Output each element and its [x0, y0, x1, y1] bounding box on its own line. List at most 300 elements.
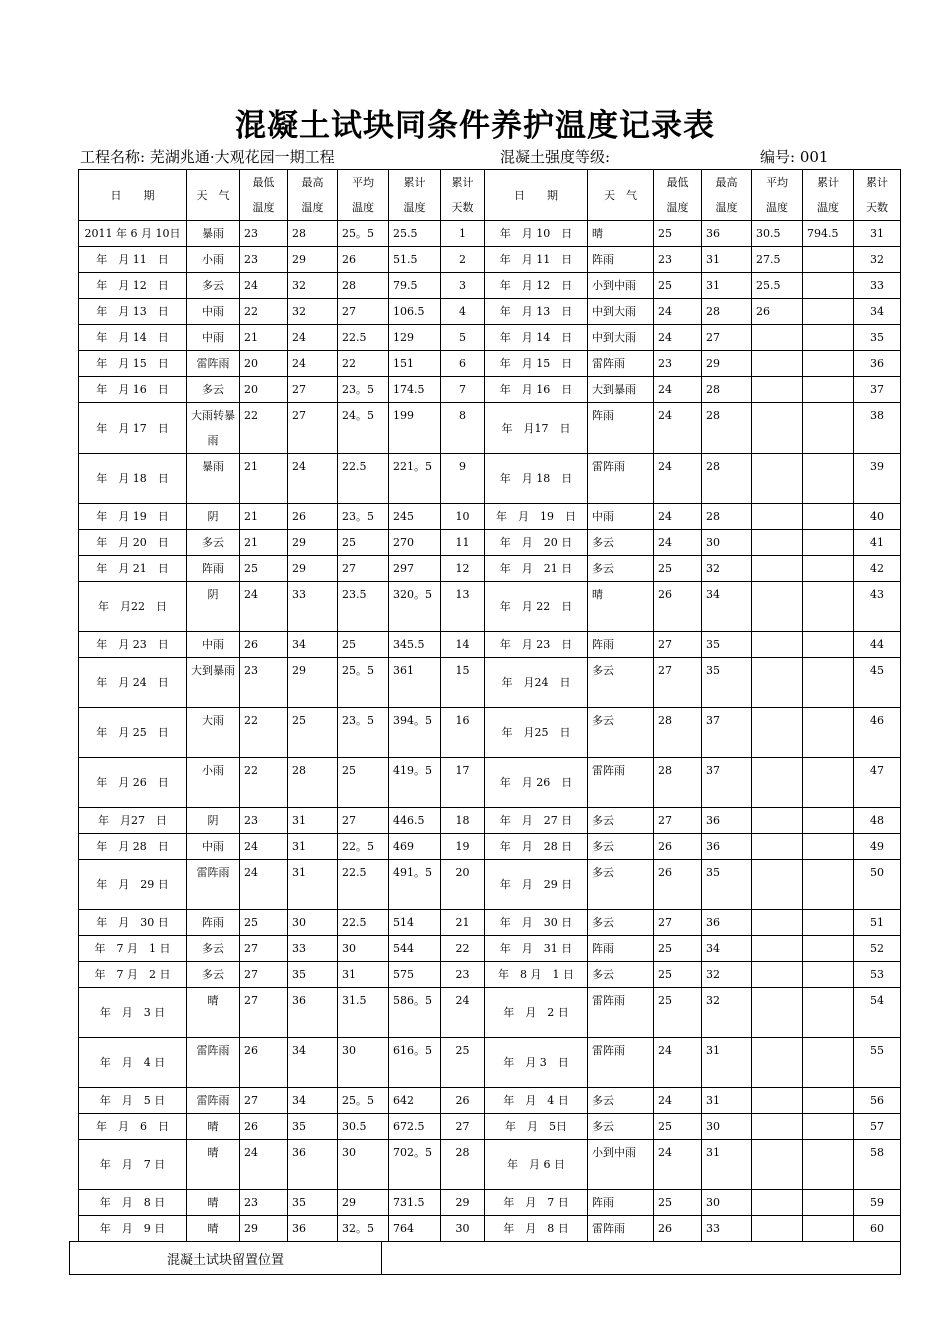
table-row: [79, 808, 901, 834]
right-weather-cell: 小到中雨: [588, 1140, 654, 1190]
left-max-cell: 29: [288, 658, 338, 708]
left-avg-cell: 22.5: [338, 910, 389, 936]
right-min-cell: 26: [654, 1216, 702, 1242]
left-min-cell: 26: [240, 1038, 288, 1088]
right-weather-cell: 小到中雨: [588, 273, 654, 299]
left-avg-cell: 25: [338, 530, 389, 556]
right-cum-cell: [803, 556, 854, 582]
right-date-cell: 年 月 8 日: [485, 1216, 588, 1242]
right-weather-cell: 中到大雨: [588, 299, 654, 325]
left-max-cell: 35: [288, 1114, 338, 1140]
left-weather-cell: 晴: [187, 1140, 240, 1190]
left-min-cell: 21: [240, 454, 288, 504]
right-weather-cell: 阵雨: [588, 632, 654, 658]
left-max-cell: 31: [288, 860, 338, 910]
table-row: [79, 530, 901, 556]
left-date-cell: 年 7 月 1 日: [79, 936, 187, 962]
right-weather-cell: 大到暴雨: [588, 377, 654, 403]
right-days-cell: 57: [854, 1114, 901, 1140]
right-days-cell: 59: [854, 1190, 901, 1216]
left-cum-cell: 672.5: [389, 1114, 441, 1140]
right-weather-cell: 中雨: [588, 504, 654, 530]
left-cum-cell: 514: [389, 910, 441, 936]
right-cum-cell: [803, 1140, 854, 1190]
right-max-cell: 35: [702, 632, 752, 658]
left-min-cell: 27: [240, 988, 288, 1038]
right-days-cell: 53: [854, 962, 901, 988]
right-date-cell: 年 月 19 日: [485, 504, 588, 530]
right-weather-cell: 阵雨: [588, 936, 654, 962]
right-cum-cell: [803, 1216, 854, 1242]
right-max-cell: 28: [702, 504, 752, 530]
left-weather-cell: 小雨: [187, 247, 240, 273]
right-max-cell: 36: [702, 910, 752, 936]
right-min-cell: 24: [654, 1088, 702, 1114]
right-max-cell: 36: [702, 834, 752, 860]
right-max-cell: 31: [702, 1038, 752, 1088]
left-date-cell: 年 7 月 2 日: [79, 962, 187, 988]
left-cum-cell: 245: [389, 504, 441, 530]
right-date-cell: 年 月 30 日: [485, 910, 588, 936]
right-min-cell: 25: [654, 1114, 702, 1140]
left-weather-cell: 中雨: [187, 834, 240, 860]
right-date-cell: 年 月 6 日: [485, 1140, 588, 1190]
left-weather-cell: 多云: [187, 530, 240, 556]
left-weather-cell: 多云: [187, 273, 240, 299]
right-max-cell: 28: [702, 403, 752, 454]
left-max-cell: 36: [288, 1140, 338, 1190]
concrete-strength-grade: 混凝土强度等级:: [500, 148, 611, 166]
left-cum-cell: 320。5: [389, 582, 441, 632]
left-avg-cell: 30: [338, 1140, 389, 1190]
right-max-cell: 31: [702, 273, 752, 299]
left-avg-cell: 22.5: [338, 325, 389, 351]
right-min-cell: 25: [654, 962, 702, 988]
left-max-cell: 27: [288, 403, 338, 454]
left-days-cell: 1: [441, 221, 485, 247]
right-cum-cell: [803, 1114, 854, 1140]
left-days-cell: 21: [441, 910, 485, 936]
left-weather-cell: 阴: [187, 582, 240, 632]
right-date-cell: 年 月 27 日: [485, 808, 588, 834]
right-days-cell: 50: [854, 860, 901, 910]
right-min-cell: 23: [654, 351, 702, 377]
right-max-cell: 30: [702, 1114, 752, 1140]
left-days-cell: 5: [441, 325, 485, 351]
right-max-cell: 28: [702, 454, 752, 504]
left-max-cell: 35: [288, 1190, 338, 1216]
right-min-cell: 24: [654, 299, 702, 325]
left-date-cell: 年 月 29 日: [79, 860, 187, 910]
left-cum-cell: 544: [389, 936, 441, 962]
left-avg-cell: 27: [338, 556, 389, 582]
right-days-cell: 48: [854, 808, 901, 834]
col-header-cum-temp: 累计 温度: [389, 170, 441, 221]
left-min-cell: 29: [240, 1216, 288, 1242]
right-weather-cell: 雷阵雨: [588, 1216, 654, 1242]
right-weather-cell: 多云: [588, 708, 654, 758]
table-row: [79, 834, 901, 860]
right-avg-cell: [752, 351, 803, 377]
table-row: [79, 273, 901, 299]
left-days-cell: 14: [441, 632, 485, 658]
right-cum-cell: [803, 808, 854, 834]
right-days-cell: 55: [854, 1038, 901, 1088]
left-days-cell: 9: [441, 454, 485, 504]
right-max-cell: 34: [702, 936, 752, 962]
right-max-cell: 28: [702, 299, 752, 325]
left-min-cell: 20: [240, 377, 288, 403]
left-avg-cell: 29: [338, 1190, 389, 1216]
left-max-cell: 36: [288, 988, 338, 1038]
left-avg-cell: 25: [338, 632, 389, 658]
right-max-cell: 32: [702, 962, 752, 988]
right-date-cell: 年 月 13 日: [485, 299, 588, 325]
right-cum-cell: [803, 325, 854, 351]
left-cum-cell: 575: [389, 962, 441, 988]
left-date-cell: 年 月 16 日: [79, 377, 187, 403]
left-days-cell: 23: [441, 962, 485, 988]
left-max-cell: 31: [288, 834, 338, 860]
right-avg-cell: [752, 962, 803, 988]
right-days-cell: 52: [854, 936, 901, 962]
left-avg-cell: 30: [338, 1038, 389, 1088]
left-days-cell: 17: [441, 758, 485, 808]
right-date-cell: 年 月 23 日: [485, 632, 588, 658]
right-days-cell: 46: [854, 708, 901, 758]
table-row: [79, 454, 901, 504]
left-date-cell: 年 月27 日: [79, 808, 187, 834]
col-header-max-temp: 最高 温度: [702, 170, 752, 221]
right-cum-cell: [803, 504, 854, 530]
left-date-cell: 年 月 12 日: [79, 273, 187, 299]
right-days-cell: 43: [854, 582, 901, 632]
right-weather-cell: 晴: [588, 221, 654, 247]
right-min-cell: 26: [654, 860, 702, 910]
col-header-avg-temp: 平均 温度: [752, 170, 803, 221]
col-header-cum-days: 累计 天数: [854, 170, 901, 221]
right-date-cell: 年 月17 日: [485, 403, 588, 454]
left-days-cell: 27: [441, 1114, 485, 1140]
right-max-cell: 30: [702, 1190, 752, 1216]
table-row: [79, 962, 901, 988]
left-avg-cell: 25: [338, 758, 389, 808]
right-avg-cell: 30.5: [752, 221, 803, 247]
left-days-cell: 7: [441, 377, 485, 403]
left-avg-cell: 26: [338, 247, 389, 273]
specimen-location-table: [69, 1241, 901, 1275]
right-min-cell: 24: [654, 504, 702, 530]
right-min-cell: 24: [654, 1140, 702, 1190]
left-max-cell: 34: [288, 1088, 338, 1114]
left-min-cell: 22: [240, 758, 288, 808]
table-row: [79, 1114, 901, 1140]
right-weather-cell: 多云: [588, 910, 654, 936]
table-row: [79, 299, 901, 325]
left-days-cell: 6: [441, 351, 485, 377]
left-weather-cell: 阵雨: [187, 556, 240, 582]
left-cum-cell: 106.5: [389, 299, 441, 325]
right-weather-cell: 多云: [588, 860, 654, 910]
right-cum-cell: [803, 860, 854, 910]
left-weather-cell: 雷阵雨: [187, 1088, 240, 1114]
right-days-cell: 32: [854, 247, 901, 273]
left-date-cell: 年 月 8 日: [79, 1190, 187, 1216]
col-header-cum-temp: 累计 温度: [803, 170, 854, 221]
left-max-cell: 34: [288, 632, 338, 658]
left-days-cell: 25: [441, 1038, 485, 1088]
right-avg-cell: [752, 808, 803, 834]
right-days-cell: 38: [854, 403, 901, 454]
right-date-cell: 年 月 5日: [485, 1114, 588, 1140]
table-row: [79, 556, 901, 582]
left-min-cell: 22: [240, 403, 288, 454]
right-cum-cell: [803, 708, 854, 758]
left-weather-cell: 大雨转暴雨: [187, 403, 240, 454]
right-max-cell: 37: [702, 708, 752, 758]
left-min-cell: 20: [240, 351, 288, 377]
right-date-cell: 年 月 2 日: [485, 988, 588, 1038]
left-date-cell: 年 月 11 日: [79, 247, 187, 273]
right-avg-cell: [752, 1114, 803, 1140]
left-min-cell: 24: [240, 582, 288, 632]
left-max-cell: 32: [288, 299, 338, 325]
col-header-max-temp: 最高 温度: [288, 170, 338, 221]
left-cum-cell: 361: [389, 658, 441, 708]
left-date-cell: 年 月 20 日: [79, 530, 187, 556]
left-min-cell: 24: [240, 1140, 288, 1190]
left-avg-cell: 28: [338, 273, 389, 299]
table-row: [79, 860, 901, 910]
right-max-cell: 33: [702, 1216, 752, 1242]
right-avg-cell: [752, 1190, 803, 1216]
left-date-cell: 年 月 9 日: [79, 1216, 187, 1242]
left-weather-cell: 中雨: [187, 299, 240, 325]
left-avg-cell: 27: [338, 808, 389, 834]
right-max-cell: 28: [702, 377, 752, 403]
table-row: [79, 1088, 901, 1114]
right-max-cell: 31: [702, 1088, 752, 1114]
right-cum-cell: [803, 632, 854, 658]
left-days-cell: 3: [441, 273, 485, 299]
right-max-cell: 27: [702, 325, 752, 351]
right-cum-cell: [803, 936, 854, 962]
right-cum-cell: [803, 758, 854, 808]
left-weather-cell: 阴: [187, 504, 240, 530]
left-cum-cell: 345.5: [389, 632, 441, 658]
left-cum-cell: 297: [389, 556, 441, 582]
left-min-cell: 23: [240, 658, 288, 708]
right-avg-cell: 25.5: [752, 273, 803, 299]
left-date-cell: 年 月 28 日: [79, 834, 187, 860]
right-min-cell: 25: [654, 556, 702, 582]
left-date-cell: 年 月 14 日: [79, 325, 187, 351]
right-date-cell: 年 月 11 日: [485, 247, 588, 273]
left-min-cell: 24: [240, 273, 288, 299]
right-max-cell: 31: [702, 1140, 752, 1190]
right-max-cell: 32: [702, 988, 752, 1038]
left-avg-cell: 22.5: [338, 860, 389, 910]
right-weather-cell: 多云: [588, 808, 654, 834]
left-max-cell: 24: [288, 325, 338, 351]
left-cum-cell: 586。5: [389, 988, 441, 1038]
left-cum-cell: 270: [389, 530, 441, 556]
right-days-cell: 47: [854, 758, 901, 808]
left-min-cell: 23: [240, 247, 288, 273]
left-days-cell: 13: [441, 582, 485, 632]
left-date-cell: 年 月 26 日: [79, 758, 187, 808]
right-cum-cell: [803, 1190, 854, 1216]
left-min-cell: 24: [240, 860, 288, 910]
table-row: [79, 504, 901, 530]
left-cum-cell: 25.5: [389, 221, 441, 247]
right-date-cell: 年 月 4 日: [485, 1088, 588, 1114]
right-cum-cell: [803, 582, 854, 632]
table-row: [79, 377, 901, 403]
left-avg-cell: 25。5: [338, 1088, 389, 1114]
right-min-cell: 25: [654, 936, 702, 962]
right-date-cell: 年 月 7 日: [485, 1190, 588, 1216]
right-avg-cell: 26: [752, 299, 803, 325]
right-date-cell: 年 月 31 日: [485, 936, 588, 962]
left-min-cell: 27: [240, 962, 288, 988]
right-date-cell: 年 月 29 日: [485, 860, 588, 910]
left-avg-cell: 30.5: [338, 1114, 389, 1140]
col-header-weather: 天 气: [588, 170, 654, 221]
right-min-cell: 25: [654, 221, 702, 247]
col-header-cum-days: 累计 天数: [441, 170, 485, 221]
right-date-cell: 年 月 12 日: [485, 273, 588, 299]
left-weather-cell: 中雨: [187, 325, 240, 351]
right-max-cell: 32: [702, 556, 752, 582]
left-weather-cell: 阵雨: [187, 910, 240, 936]
left-days-cell: 4: [441, 299, 485, 325]
left-days-cell: 15: [441, 658, 485, 708]
left-weather-cell: 晴: [187, 1114, 240, 1140]
right-avg-cell: [752, 860, 803, 910]
left-avg-cell: 24。5: [338, 403, 389, 454]
left-cum-cell: 51.5: [389, 247, 441, 273]
left-days-cell: 19: [441, 834, 485, 860]
right-days-cell: 54: [854, 988, 901, 1038]
right-weather-cell: 阵雨: [588, 1190, 654, 1216]
right-max-cell: 30: [702, 530, 752, 556]
col-header-avg-temp: 平均 温度: [338, 170, 389, 221]
right-max-cell: 34: [702, 582, 752, 632]
right-max-cell: 31: [702, 247, 752, 273]
left-cum-cell: 764: [389, 1216, 441, 1242]
table-row: [79, 221, 901, 247]
right-weather-cell: 阵雨: [588, 403, 654, 454]
left-min-cell: 23: [240, 808, 288, 834]
left-avg-cell: 22。5: [338, 834, 389, 860]
left-max-cell: 24: [288, 351, 338, 377]
right-max-cell: 35: [702, 860, 752, 910]
right-days-cell: 58: [854, 1140, 901, 1190]
left-days-cell: 24: [441, 988, 485, 1038]
left-max-cell: 36: [288, 1216, 338, 1242]
left-min-cell: 26: [240, 1114, 288, 1140]
right-weather-cell: 中到大雨: [588, 325, 654, 351]
right-avg-cell: [752, 530, 803, 556]
page-title: 混凝土试块同条件养护温度记录表: [235, 108, 715, 144]
right-avg-cell: [752, 910, 803, 936]
left-date-cell: 年 月 6 日: [79, 1114, 187, 1140]
right-weather-cell: 雷阵雨: [588, 758, 654, 808]
right-avg-cell: [752, 708, 803, 758]
right-avg-cell: [752, 834, 803, 860]
left-min-cell: 27: [240, 1088, 288, 1114]
right-cum-cell: [803, 988, 854, 1038]
left-date-cell: 年 月 7 日: [79, 1140, 187, 1190]
right-avg-cell: 27.5: [752, 247, 803, 273]
left-weather-cell: 多云: [187, 962, 240, 988]
right-min-cell: 25: [654, 1190, 702, 1216]
right-avg-cell: [752, 988, 803, 1038]
left-cum-cell: 199: [389, 403, 441, 454]
right-weather-cell: 雷阵雨: [588, 454, 654, 504]
left-weather-cell: 多云: [187, 377, 240, 403]
left-date-cell: 年 月 13 日: [79, 299, 187, 325]
table-row: [79, 403, 901, 454]
left-weather-cell: 雷阵雨: [187, 860, 240, 910]
col-header-min-temp: 最低 温度: [654, 170, 702, 221]
right-days-cell: 39: [854, 454, 901, 504]
specimen-location-value: [382, 1242, 901, 1275]
table-row: [79, 325, 901, 351]
right-cum-cell: [803, 658, 854, 708]
left-max-cell: 30: [288, 910, 338, 936]
right-date-cell: 年 月 10 日: [485, 221, 588, 247]
table-row: [79, 247, 901, 273]
left-min-cell: 24: [240, 834, 288, 860]
left-date-cell: 年 月 21 日: [79, 556, 187, 582]
left-min-cell: 27: [240, 936, 288, 962]
left-avg-cell: 23。5: [338, 504, 389, 530]
left-days-cell: 22: [441, 936, 485, 962]
left-date-cell: 年 月 19 日: [79, 504, 187, 530]
right-min-cell: 28: [654, 758, 702, 808]
left-weather-cell: 雷阵雨: [187, 351, 240, 377]
right-weather-cell: 多云: [588, 1088, 654, 1114]
right-date-cell: 年 月 26 日: [485, 758, 588, 808]
left-cum-cell: 79.5: [389, 273, 441, 299]
right-days-cell: 36: [854, 351, 901, 377]
right-days-cell: 42: [854, 556, 901, 582]
right-min-cell: 27: [654, 910, 702, 936]
left-min-cell: 23: [240, 1190, 288, 1216]
left-max-cell: 24: [288, 454, 338, 504]
left-days-cell: 26: [441, 1088, 485, 1114]
right-weather-cell: 雷阵雨: [588, 1038, 654, 1088]
right-days-cell: 31: [854, 221, 901, 247]
left-date-cell: 年 月 30 日: [79, 910, 187, 936]
left-cum-cell: 702。5: [389, 1140, 441, 1190]
right-days-cell: 40: [854, 504, 901, 530]
right-avg-cell: [752, 325, 803, 351]
right-avg-cell: [752, 504, 803, 530]
left-cum-cell: 151: [389, 351, 441, 377]
right-min-cell: 27: [654, 632, 702, 658]
left-max-cell: 29: [288, 530, 338, 556]
right-days-cell: 51: [854, 910, 901, 936]
left-avg-cell: 23。5: [338, 708, 389, 758]
left-cum-cell: 446.5: [389, 808, 441, 834]
left-min-cell: 25: [240, 556, 288, 582]
right-min-cell: 24: [654, 403, 702, 454]
right-date-cell: 年 月25 日: [485, 708, 588, 758]
left-cum-cell: 469: [389, 834, 441, 860]
